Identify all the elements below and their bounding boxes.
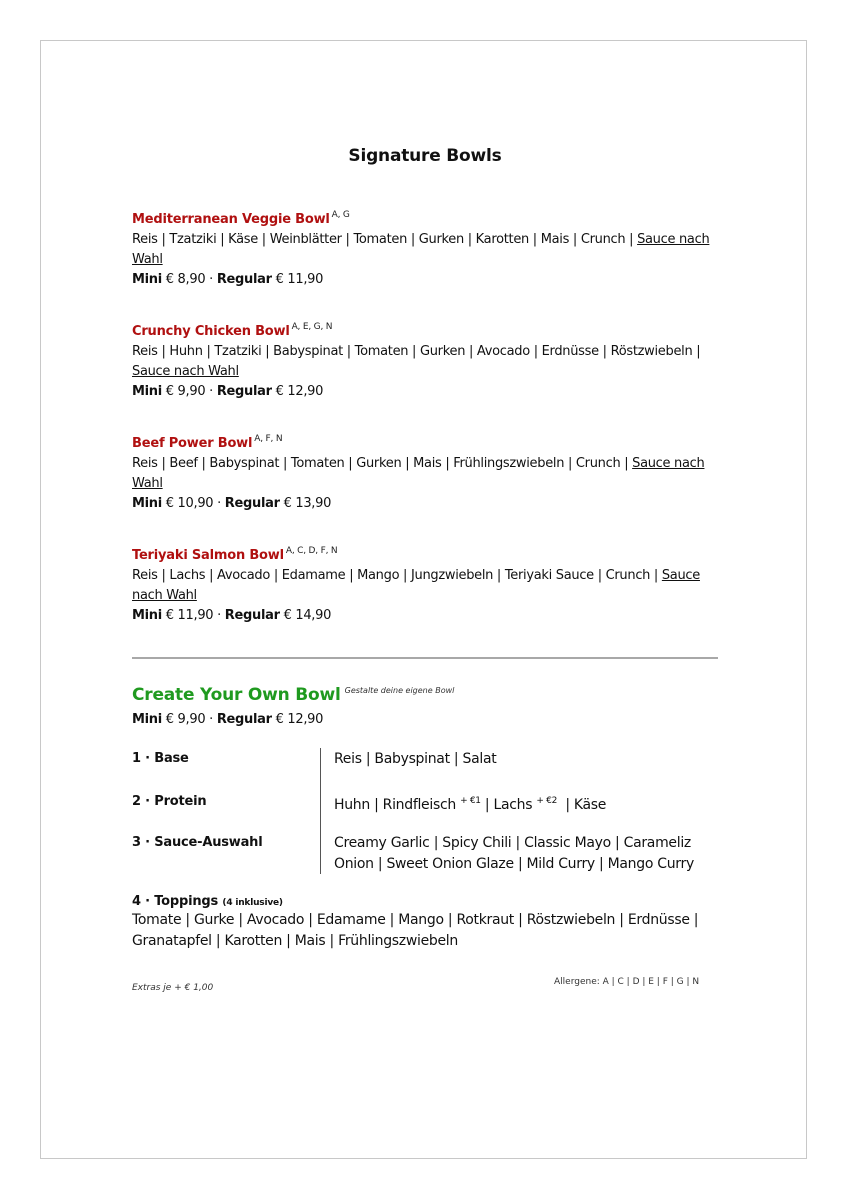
bowl-item	[132, 317, 722, 402]
bowl-ingredients	[132, 454, 722, 494]
bowl-name: Beef Power Bowl	[132, 436, 253, 451]
ingredient-list: Reis | Tzatziki | Käse | Weinblätter | Tomaten | Gurken | Karotten | Mais | Crunch |	[132, 232, 638, 247]
bowl-name-line	[132, 541, 722, 566]
step-sauce-label: 3 · Sauce-Auswahl	[132, 835, 263, 850]
bowl-ingredients	[132, 342, 722, 382]
bowl-name-line	[132, 429, 722, 454]
sauce-link[interactable]: Sauce nach Wahl	[132, 568, 700, 603]
regular-label: Regular	[216, 384, 272, 399]
regular-label: Regular	[224, 608, 280, 623]
toppings-list: Tomate | Gurke | Avocado | Edamame | Mango | Rotkraut | Röstzwiebeln | Erdnüsse | Granatapfel | Karotten | Mais | Frühlingszwiebeln	[132, 912, 699, 949]
bowl-allergens: A, E, G, N	[291, 322, 333, 332]
bowl-prices: Mini € 10,90 · Regular € 13,90	[132, 496, 332, 511]
mini-price: € 11,90	[165, 608, 214, 623]
allergen-legend: Allergene: A | C | D | E | F | G | N	[554, 977, 700, 987]
bowl-prices: Mini € 8,90 · Regular € 11,90	[132, 272, 324, 287]
mini-label: Mini	[132, 712, 162, 727]
step-base-value: Reis | Babyspinat | Salat	[334, 751, 497, 767]
protein-options-2: | Lachs	[480, 797, 537, 813]
toppings-note: (4 inklusive)	[222, 898, 283, 908]
page-title: Signature Bowls	[348, 146, 502, 166]
section-divider	[132, 657, 718, 659]
bowl-name-line	[132, 317, 722, 342]
bowl-allergens: A, C, D, F, N	[285, 546, 338, 556]
regular-price: € 11,90	[275, 272, 324, 287]
cyo-subtitle: Gestalte deine eigene Bowl	[344, 686, 455, 695]
bowl-item	[132, 205, 722, 290]
mini-price: € 9,90	[165, 384, 206, 399]
regular-price: € 12,90	[275, 384, 324, 399]
bowl-allergens: A, G	[331, 210, 350, 220]
bowl-prices: Mini € 9,90 · Regular € 12,90	[132, 384, 324, 399]
step-protein-value	[334, 791, 722, 816]
regular-price: € 12,90	[275, 712, 324, 727]
toppings-section	[132, 894, 722, 952]
protein-extra-1: + €1	[460, 796, 481, 806]
bowl-item	[132, 541, 722, 626]
bowl-prices: Mini € 11,90 · Regular € 14,90	[132, 608, 332, 623]
regular-label: Regular	[216, 272, 272, 287]
step-base-label: 1 · Base	[132, 751, 189, 766]
sauce-link[interactable]: Sauce nach Wahl	[132, 364, 239, 379]
mini-price: € 8,90	[165, 272, 206, 287]
regular-label: Regular	[224, 496, 280, 511]
step-protein-label: 2 · Protein	[132, 794, 207, 809]
bowl-ingredients	[132, 566, 722, 606]
toppings-heading	[132, 894, 722, 909]
bowl-ingredients	[132, 230, 722, 270]
bowl-name-line	[132, 205, 722, 230]
ingredient-list: Reis | Huhn | Tzatziki | Babyspinat | Tomaten | Gurken | Avocado | Erdnüsse | Röstzwiebeln |	[132, 344, 701, 359]
cyo-steps	[132, 748, 722, 876]
ingredient-list: Reis | Lachs | Avocado | Edamame | Mango | Jungzwiebeln | Teriyaki Sauce | Crunch |	[132, 568, 662, 583]
bowl-allergens: A, F, N	[254, 434, 283, 444]
cyo-title: Create Your Own Bowl	[132, 685, 341, 705]
bowl-name: Mediterranean Veggie Bowl	[132, 212, 330, 227]
extras-note: Extras je + € 1,00	[132, 983, 214, 993]
mini-label: Mini	[132, 384, 162, 399]
mini-price: € 10,90	[165, 496, 214, 511]
mini-label: Mini	[132, 496, 162, 511]
protein-extra-2: + €2	[536, 796, 558, 806]
steps-separator-line	[320, 748, 321, 874]
toppings-label: 4 · Toppings	[132, 894, 219, 909]
cyo-prices: Mini € 9,90 · Regular € 12,90	[132, 712, 324, 727]
mini-price: € 9,90	[165, 712, 206, 727]
mini-label: Mini	[132, 608, 162, 623]
bowl-name: Crunchy Chicken Bowl	[132, 324, 290, 339]
regular-price: € 13,90	[283, 496, 332, 511]
sauce-link[interactable]: Sauce nach Wahl	[132, 232, 710, 267]
regular-price: € 14,90	[283, 608, 332, 623]
ingredient-list: Reis | Beef | Babyspinat | Tomaten | Gurken | Mais | Frühlingszwiebeln | Crunch |	[132, 456, 633, 471]
protein-options-3: | Käse	[557, 797, 607, 813]
bowl-name: Teriyaki Salmon Bowl	[132, 548, 284, 563]
menu-page	[40, 40, 807, 1159]
regular-label: Regular	[216, 712, 272, 727]
bowl-item	[132, 429, 722, 514]
sauce-link[interactable]: Sauce nach Wahl	[132, 456, 705, 491]
protein-options-1: Huhn | Rindfleisch	[334, 797, 461, 813]
cyo-heading	[132, 685, 454, 705]
mini-label: Mini	[132, 272, 162, 287]
step-sauce-value: Creamy Garlic | Spicy Chili | Classic Mayo | Carameliz Onion | Sweet Onion Glaze | Mild Curry | Mango Curry	[334, 835, 694, 872]
